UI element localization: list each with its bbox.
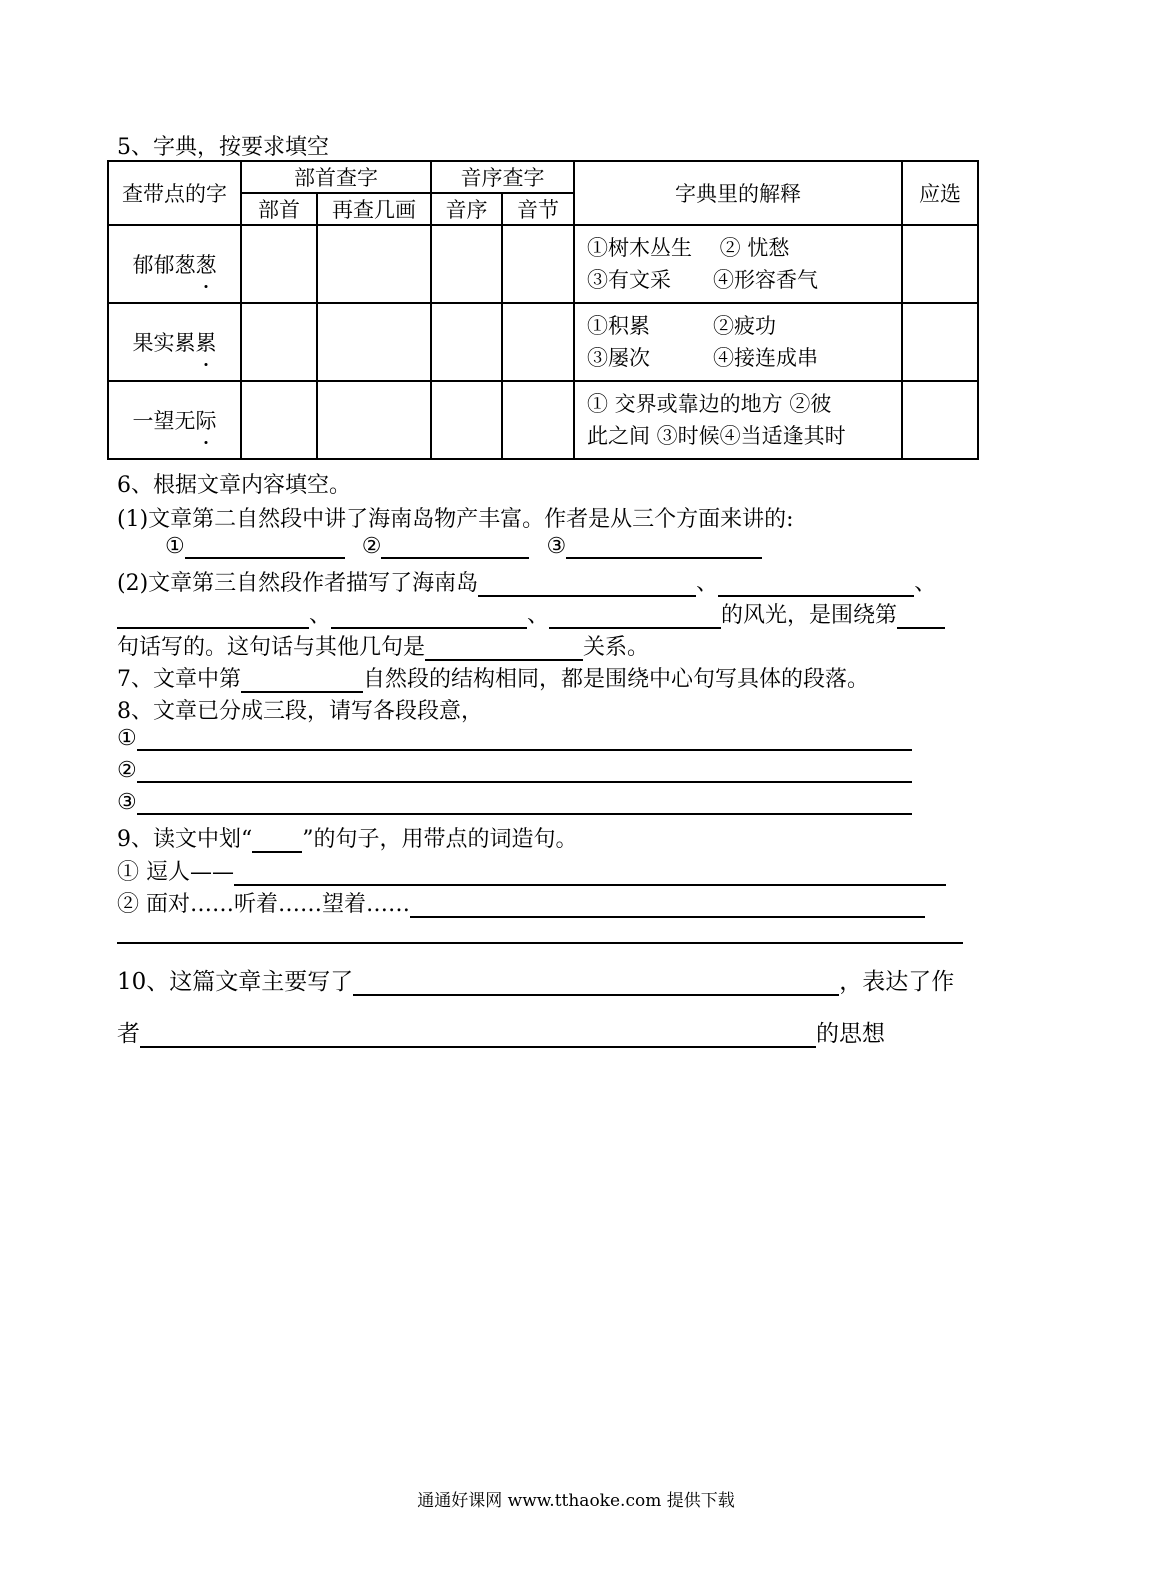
q8-title: 8、文章已分成三段，请写各段段意， xyxy=(117,699,483,724)
cell-blank[interactable] xyxy=(502,303,574,381)
header-order: 音序 xyxy=(431,193,502,225)
q6-part1: (1)文章第二自然段中讲了海南岛物产丰富。作者是从三个方面来讲的: xyxy=(117,507,794,532)
table-row xyxy=(108,225,978,303)
cell-blank[interactable] xyxy=(502,225,574,303)
header-syllable: 音节 xyxy=(502,193,574,225)
header-radical-group: 部首查字 xyxy=(241,161,431,193)
q9-sentence1: ① 逗人—— xyxy=(117,855,946,886)
q8-line1: ① xyxy=(117,726,912,751)
q10-line2: 者 的思想 xyxy=(117,1021,885,1047)
q6-part1-blanks: ① ② ③ xyxy=(165,534,762,559)
row-explanation: ①树木丛生 ② 忧愁 ③有文采 ④形容香气 xyxy=(574,225,902,303)
cell-blank[interactable] xyxy=(317,303,431,381)
q9-sentence2: ② 面对……听着……望着…… xyxy=(117,887,925,918)
q8-line3: ③ xyxy=(117,790,912,815)
blank-line[interactable] xyxy=(117,605,309,629)
cell-blank[interactable] xyxy=(317,381,431,459)
underline-sample xyxy=(252,829,302,853)
q6-part2-line1: (2)文章第三自然段作者描写了海南岛 、 、 xyxy=(117,571,937,596)
row-char: 一望无际 xyxy=(108,381,241,459)
blank-line[interactable] xyxy=(137,791,912,815)
blank-line[interactable] xyxy=(137,727,912,751)
blank-line[interactable] xyxy=(425,637,583,661)
blank-line[interactable] xyxy=(353,972,839,996)
header-explanation: 字典里的解释 xyxy=(574,161,902,225)
blank-line[interactable] xyxy=(234,862,946,886)
blank-line[interactable] xyxy=(381,535,529,559)
q6-part2-line2: 、 、 的风光，是围绕第 xyxy=(117,598,945,629)
row-char: 果实累累 xyxy=(108,303,241,381)
blank-line[interactable] xyxy=(137,759,912,783)
q5-title: 5、字典，按要求填空 xyxy=(117,135,329,160)
cell-blank[interactable] xyxy=(241,303,317,381)
blank-line[interactable] xyxy=(185,535,345,559)
blank-line[interactable] xyxy=(718,573,914,597)
q8-line2: ② xyxy=(117,758,912,783)
cell-blank[interactable] xyxy=(502,381,574,459)
cell-blank[interactable] xyxy=(431,381,502,459)
q9-title: 9、读文中划“ ”的句子，用带点的词造句。 xyxy=(117,827,578,852)
cell-blank[interactable] xyxy=(317,225,431,303)
header-choice: 应选 xyxy=(902,161,978,225)
blank-line[interactable] xyxy=(549,605,721,629)
q6-part2-line3: 句话写的。这句话与其他几句是 关系。 xyxy=(117,635,650,660)
q6-title: 6、根据文章内容填空。 xyxy=(117,473,351,498)
dictionary-table xyxy=(107,160,979,460)
header-radical: 部首 xyxy=(241,193,317,225)
blank-line[interactable] xyxy=(478,573,696,597)
cell-blank[interactable] xyxy=(431,303,502,381)
header-char: 查带点的字 xyxy=(108,161,241,225)
header-strokes: 再查几画 xyxy=(317,193,431,225)
blank-line[interactable] xyxy=(897,605,945,629)
blank-line[interactable] xyxy=(331,605,527,629)
blank-line[interactable] xyxy=(241,669,363,693)
row-explanation: ①积累 ②疲功 ③屡次 ④接连成串 xyxy=(574,303,902,381)
row-char: 郁郁葱葱 xyxy=(108,225,241,303)
cell-blank[interactable] xyxy=(431,225,502,303)
blank-line[interactable] xyxy=(566,535,762,559)
footer-credit: 通通好课网 www.tthaoke.com 提供下载 xyxy=(417,1491,735,1511)
cell-blank[interactable] xyxy=(241,381,317,459)
q10-line1: 10、这篇文章主要写了 ，表达了作 xyxy=(117,969,955,995)
q9-extra-line[interactable] xyxy=(117,942,963,944)
cell-blank[interactable] xyxy=(902,225,978,303)
cell-blank[interactable] xyxy=(902,303,978,381)
blank-line[interactable] xyxy=(140,1024,816,1048)
header-phonetic-group: 音序查字 xyxy=(431,161,574,193)
table-row xyxy=(108,303,978,381)
q7: 7、文章中第 自然段的结构相同，都是围绕中心句写具体的段落。 xyxy=(117,667,870,692)
cell-blank[interactable] xyxy=(902,381,978,459)
cell-blank[interactable] xyxy=(241,225,317,303)
table-row xyxy=(108,381,978,459)
row-explanation: ① 交界或靠边的地方 ②彼 此之间 ③时候④当适逢其时 xyxy=(574,381,902,459)
blank-line[interactable] xyxy=(410,894,925,918)
